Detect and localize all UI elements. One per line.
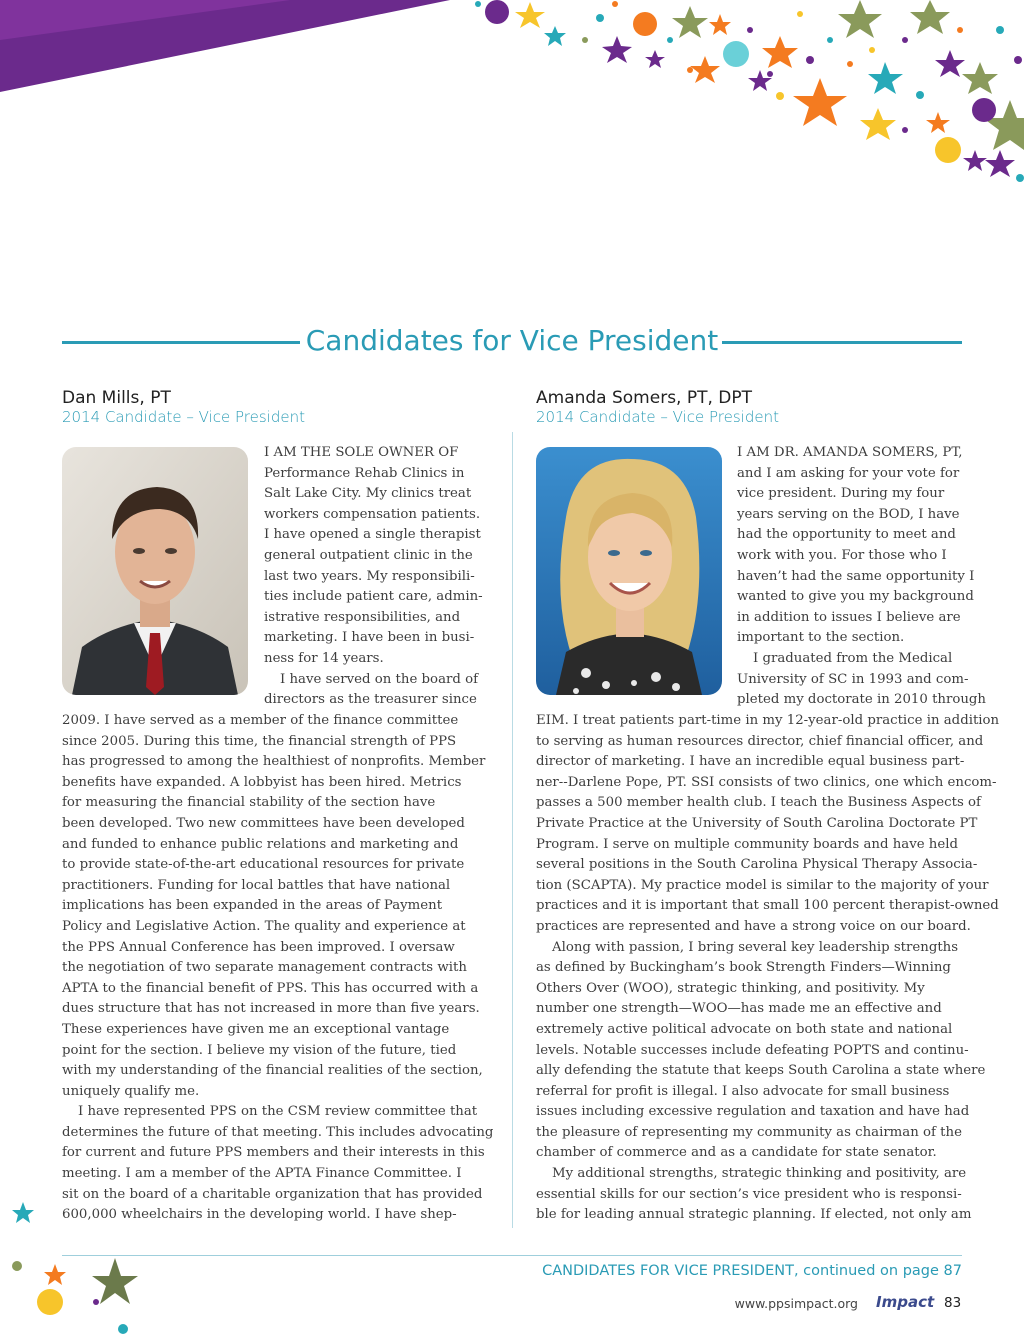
text-line: several positions in the South Carolina Physical Therapy Associa- xyxy=(536,857,978,873)
text-line: sit on the board of a charitable organization that has provided xyxy=(62,1186,483,1202)
text-line: determines the future of that meeting. This includes advocating xyxy=(62,1124,494,1140)
text-line: with my understanding of the financial realities of the section, xyxy=(62,1063,483,1079)
text-line: has progressed to among the healthiest of nonprofits. Member xyxy=(62,754,486,770)
footer-rule xyxy=(62,1255,962,1256)
text-line: had the opportunity to meet and xyxy=(737,527,956,543)
text-line: ble for leading annual strategic planning. If elected, not only am xyxy=(536,1207,972,1223)
text-line: EIM. I treat patients part-time in my 12-year-old practice in addition xyxy=(536,713,1000,728)
text-line: Program. I serve on multiple community boards and have held xyxy=(536,836,959,852)
text-line: I have represented PPS on the CSM review committee that xyxy=(78,1104,478,1120)
star-icon xyxy=(935,50,965,77)
star-icon xyxy=(645,50,665,68)
text-line: the pleasure of representing my community as chairman of the xyxy=(536,1124,962,1140)
candidate-subtitle: 2014 Candidate – Vice President xyxy=(62,408,305,426)
candidate-name: Dan Mills, PT xyxy=(62,388,171,408)
website-url[interactable]: www.ppsimpact.org xyxy=(734,1296,858,1311)
text-line: University of SC in 1993 and com- xyxy=(737,671,969,687)
text-line: I AM DR. AMANDA SOMERS, PT, xyxy=(737,445,963,460)
text-line: and I am asking for your vote for xyxy=(737,465,960,481)
text-line: practices and it is important that small 100 percent therapist-owned xyxy=(536,898,999,914)
text-line: extremely active political advocate on both state and national xyxy=(536,1021,953,1037)
footer-confetti-decoration xyxy=(0,1190,150,1341)
left-body-text xyxy=(62,711,494,1226)
star-icon xyxy=(92,1258,138,1304)
text-line: as defined by Buckingham’s book Strength Finders—Winning xyxy=(536,960,951,976)
text-line: directors as the treasurer since xyxy=(264,692,477,708)
page-title: Candidates for Vice President xyxy=(305,324,719,357)
text-line: levels. Notable successes include defeating POPTS and continu- xyxy=(536,1042,969,1058)
text-line: been developed. Two new committees have been developed xyxy=(62,815,465,831)
text-line: Private Practice at the University of South Carolina Doctorate PT xyxy=(536,815,978,831)
text-line: work with you. For those who I xyxy=(737,547,947,563)
text-line: point for the section. I believe my vision of the future, tied xyxy=(62,1042,457,1058)
candidate-name: Amanda Somers, PT, DPT xyxy=(536,388,753,408)
text-line: I AM THE SOLE OWNER OF xyxy=(264,445,459,460)
text-line: I have served on the board of xyxy=(280,671,479,687)
text-line: practitioners. Funding for local battles that have national xyxy=(62,877,451,893)
candidate-header-right xyxy=(536,388,962,426)
column-divider xyxy=(512,432,513,1228)
text-line: Policy and Legislative Action. The quality and experience at xyxy=(62,918,466,934)
star-icon xyxy=(602,36,632,63)
star-icon xyxy=(44,1264,66,1285)
text-line: marketing. I have been in busi- xyxy=(264,630,475,646)
star-icon xyxy=(544,26,566,46)
candidate-subtitle: 2014 Candidate – Vice President xyxy=(536,408,779,426)
star-icon xyxy=(962,62,998,94)
text-line: ties include patient care, admin- xyxy=(264,589,483,605)
star-icon xyxy=(860,108,896,140)
page-number: 83 xyxy=(944,1295,962,1311)
text-line: ness for 14 years. xyxy=(264,650,384,666)
star-icon xyxy=(762,36,798,68)
star-icon xyxy=(838,0,882,38)
star-icon xyxy=(672,6,708,38)
text-line: These experiences have given me an exceptional vantage xyxy=(62,1021,450,1037)
text-line: implications has been expanded in the areas of Payment xyxy=(62,898,443,914)
magazine-logo: Impact xyxy=(876,1293,935,1311)
star-icon xyxy=(515,2,545,28)
star-icon xyxy=(690,56,720,83)
text-line: general outpatient clinic in the xyxy=(264,547,473,563)
text-line: in addition to issues I believe are xyxy=(737,609,961,625)
text-line: the PPS Annual Conference has been improved. I oversaw xyxy=(62,939,455,955)
text-line: 2009. I have served as a member of the finance committee xyxy=(62,713,459,728)
text-line: meeting. I am a member of the APTA Finance Committee. I xyxy=(62,1166,462,1182)
header-confetti-decoration xyxy=(0,0,1024,200)
candidate-photo-dan-mills xyxy=(62,447,248,695)
star-icon xyxy=(985,150,1015,177)
star-icon xyxy=(868,62,903,94)
text-line: uniquely qualify me. xyxy=(62,1083,200,1099)
text-line: Along with passion, I bring several key leadership strengths xyxy=(552,939,959,955)
text-line: number one strength—WOO—has made me an effective and xyxy=(536,1001,942,1017)
text-line: istrative responsibilities, and xyxy=(264,609,461,625)
text-line: ner--Darlene Pope, PT. SSI consists of two clinics, one which encom- xyxy=(536,774,997,790)
text-line: haven’t had the same opportunity I xyxy=(737,568,975,584)
text-line: workers compensation patients. xyxy=(264,506,481,522)
text-line: pleted my doctorate in 2010 through xyxy=(737,692,986,708)
text-line: vice president. During my four xyxy=(737,486,945,502)
text-line: important to the section. xyxy=(737,630,905,646)
text-line: Others Over (WOO), strategic thinking, and positivity. My xyxy=(536,980,925,996)
text-line: referral for profit is illegal. I also advocate for small business xyxy=(536,1083,950,1099)
text-line: since 2005. During this time, the financial strength of PPS xyxy=(62,733,457,749)
star-icon xyxy=(910,0,950,34)
text-line: to serving as human resources director, chief financial officer, and xyxy=(536,733,984,749)
section-heading xyxy=(62,322,962,362)
text-line: I have opened a single therapist xyxy=(264,527,481,543)
text-line: Salt Lake City. My clinics treat xyxy=(264,486,472,502)
candidate-header-left xyxy=(62,388,488,426)
text-line: wanted to give you my background xyxy=(737,589,974,605)
text-line: benefits have expanded. A lobbyist has been hired. Metrics xyxy=(62,774,462,790)
star-icon xyxy=(12,1202,34,1223)
star-icon xyxy=(709,14,731,35)
text-line: to provide state-of-the-art educational resources for private xyxy=(62,857,465,873)
text-line: APTA to the financial benefit of PPS. This has occurred with a xyxy=(62,980,479,996)
text-line: and funded to enhance public relations and marketing and xyxy=(62,836,459,852)
text-line: 600,000 wheelchairs in the developing world. I have shep- xyxy=(62,1207,457,1223)
right-intro-text xyxy=(737,443,986,711)
text-line: practices are represented and have a strong voice on our board. xyxy=(536,918,971,934)
text-line: chamber of commerce and as a candidate for state senator. xyxy=(536,1145,937,1161)
text-line: tion (SCAPTA). My practice model is similar to the majority of your xyxy=(536,877,989,893)
star-icon xyxy=(926,112,950,133)
text-line: issues including excessive regulation and taxation and have had xyxy=(536,1104,970,1120)
text-line: passes a 500 member health club. I teach the Business Aspects of xyxy=(536,795,981,811)
candidate-photo-amanda-somers xyxy=(536,447,722,695)
text-line: dues structure that has not increased in more than five years. xyxy=(62,1001,480,1017)
text-line: essential skills for our section’s vice president who is responsi- xyxy=(536,1186,962,1202)
text-line: for measuring the financial stability of the section have xyxy=(62,795,436,811)
star-icon xyxy=(963,150,987,171)
text-line: last two years. My responsibili- xyxy=(264,568,475,584)
heading-rule-right xyxy=(722,341,962,344)
star-icon xyxy=(793,78,847,126)
text-line: I graduated from the Medical xyxy=(753,650,953,666)
text-line: Performance Rehab Clinics in xyxy=(264,465,465,481)
dot-confetti-group xyxy=(475,0,1024,182)
text-line: director of marketing. I have an incredible equal business part- xyxy=(536,754,965,770)
text-line: ally defending the statute that keeps South Carolina a state where xyxy=(536,1063,986,1079)
right-body-text xyxy=(536,711,1000,1226)
text-line: for current and future PPS members and their interests in this xyxy=(62,1145,485,1161)
continued-link[interactable]: CANDIDATES FOR VICE PRESIDENT, continued on page 87 xyxy=(542,1263,962,1279)
text-line: the negotiation of two separate management contracts with xyxy=(62,960,467,976)
left-intro-text xyxy=(264,443,488,711)
text-line: years serving on the BOD, I have xyxy=(737,506,960,522)
text-line: My additional strengths, strategic thinking and positivity, are xyxy=(552,1166,967,1182)
